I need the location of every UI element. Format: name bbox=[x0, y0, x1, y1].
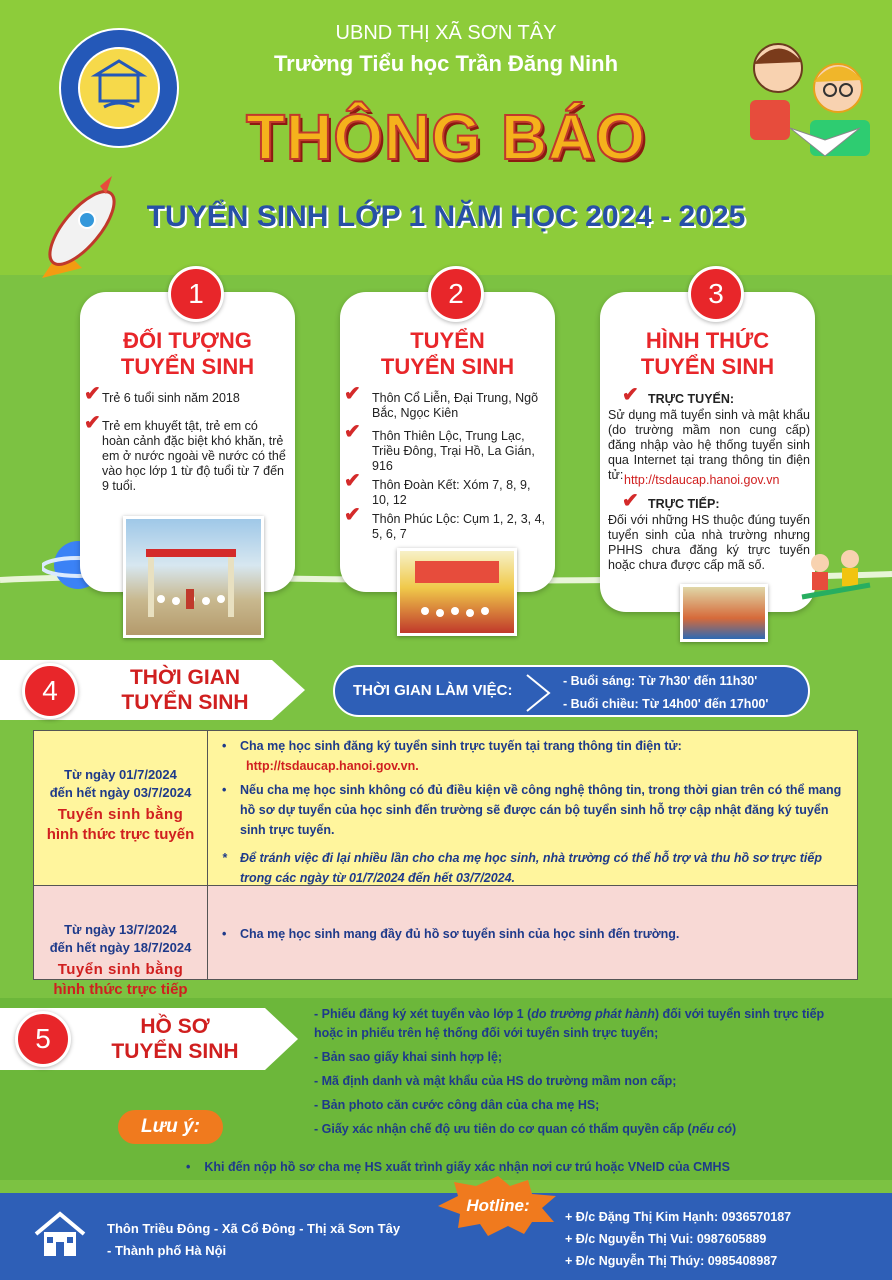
document-item: - Mã định danh và mật khẩu của HS do trường mầm non cấp; bbox=[314, 1074, 677, 1088]
kids-reading-illustration bbox=[730, 28, 880, 168]
bullet-item: • Nếu cha mẹ học sinh không có đủ điều kiện về công nghệ thông tin, trong thời gian trên có thể mang hồ sơ dự tuyển của học sinh đến trường sẽ được cán bộ tuyển sinh hỗ trợ cập nhật đăng ký tuyển sinh trực tuyến. bbox=[222, 783, 842, 837]
online-label: TRỰC TUYẾN: bbox=[648, 392, 735, 406]
section5-title bbox=[80, 1014, 270, 1064]
direct-text: Đối với những HS thuộc đúng tuyến tuyển sinh của nhà trường nhưng PHHS chưa đăng ký trực tuyến hoặc chưa được cấp mã số. bbox=[608, 513, 810, 572]
contact-item: + Đ/c Nguyễn Thị Vui: 0987605889 bbox=[565, 1232, 767, 1246]
home-icon bbox=[30, 1210, 90, 1260]
rocket-illustration bbox=[12, 168, 122, 293]
check-icon: ✔ bbox=[344, 421, 361, 443]
card-title-line2: TUYỂN SINH bbox=[640, 354, 775, 379]
title-line2: TUYỂN SINH bbox=[111, 1040, 239, 1063]
document-item: - Bản photo căn cước công dân của cha mẹ HS; bbox=[314, 1098, 600, 1112]
card-title-line1: HÌNH THỨC bbox=[645, 328, 770, 353]
date-start: Từ ngày 13/7/2024 bbox=[64, 922, 177, 937]
document-item: hoặc in phiếu trên hệ thống đối với tuyển sinh trực tuyến; bbox=[314, 1026, 659, 1040]
document-item bbox=[314, 1120, 874, 1139]
online-link[interactable]: http://tsdaucap.hanoi.gov.vn bbox=[624, 473, 780, 487]
contacts-list bbox=[565, 1206, 791, 1272]
footer-address-line1: Thôn Triều Đông - Xã Cổ Đông - Thị xã Sơn Tây bbox=[107, 1221, 401, 1236]
card-item: Trẻ 6 tuổi sinh năm 2018 bbox=[102, 391, 240, 405]
bullet-text: Nếu cha mẹ học sinh không có đủ điều kiện về công nghệ thông tin, trong thời gian trên có thể mang hồ sơ dự tuyển của học sinh đến trường sẽ được cán bộ tuyển sinh hỗ trợ cập nhật đăng ký tuyển sinh trực tuyến. bbox=[240, 783, 842, 837]
check-icon: ✔ bbox=[344, 470, 361, 492]
mode-line2: hình thức trực tiếp bbox=[53, 981, 188, 998]
hotline-label: Hotline: bbox=[466, 1196, 530, 1215]
check-icon: ✔ bbox=[344, 504, 361, 526]
check-icon: ✔ bbox=[622, 490, 639, 512]
card-title-line2: TUYỂN SINH bbox=[380, 354, 515, 379]
document-item: - Bản sao giấy khai sinh hợp lệ; bbox=[314, 1050, 503, 1064]
note-text: • Khi đến nộp hồ sơ cha mẹ HS xuất trình giấy xác nhận nơi cư trú hoặc VNeID của CMHS bbox=[186, 1160, 730, 1174]
card-enrollment-method bbox=[600, 292, 815, 612]
bullet-text: Cha mẹ học sinh đăng ký tuyển sinh trực tuyến tại trang thông tin điện tử: bbox=[240, 739, 682, 753]
school-activity-photo bbox=[680, 584, 768, 642]
bullet-item: • Cha mẹ học sinh đăng ký tuyển sinh trực tuyến tại trang thông tin điện tử: bbox=[222, 739, 682, 753]
section-number: 2 bbox=[428, 266, 484, 322]
doc-text: ) bbox=[732, 1122, 737, 1136]
footer-address-line2: - Thành phố Hà Nội bbox=[107, 1243, 227, 1258]
main-title: THÔNG BÁO bbox=[245, 101, 647, 173]
kids-illustration bbox=[800, 545, 872, 605]
check-icon: ✔ bbox=[622, 384, 639, 406]
mode-line1: Tuyển sinh bằng bbox=[57, 806, 184, 823]
card-enrollment-area bbox=[340, 292, 555, 592]
direct-label: TRỰC TIẾP: bbox=[648, 497, 720, 511]
date-start: Từ ngày 01/7/2024 bbox=[64, 767, 177, 782]
mode-line2: hình thức trực tuyến bbox=[46, 826, 195, 843]
date-end: đến hết ngày 18/7/2024 bbox=[49, 940, 192, 955]
school-gate-photo bbox=[123, 516, 264, 638]
title-line1: THỜI GIAN bbox=[129, 666, 241, 689]
card-item: Thôn Phúc Lộc: Cụm 1, 2, 3, 4, 5, 6, 7 bbox=[372, 512, 546, 541]
section-number: 3 bbox=[688, 266, 744, 322]
contact-item: + Đ/c Nguyễn Thị Thúy: 0985408987 bbox=[565, 1254, 778, 1268]
section-number: 5 bbox=[15, 1011, 71, 1067]
morning-hours: - Buổi sáng: Từ 7h30' đến 11h30' bbox=[563, 674, 758, 688]
doc-text: - Giấy xác nhận chế độ ưu tiên do cơ quan có thẩm quyền cấp ( bbox=[314, 1122, 692, 1136]
authority-name: UBND THỊ XÃ SƠN TÂY bbox=[335, 22, 557, 44]
bullet-text: Cha mẹ học sinh mang đầy đủ hồ sơ tuyển sinh của học sinh đến trường. bbox=[240, 927, 680, 941]
note-label: Lưu ý: bbox=[118, 1110, 223, 1144]
doc-text: - Phiếu đăng ký xét tuyển vào lớp 1 ( bbox=[314, 1007, 532, 1021]
afternoon-hours: - Buổi chiều: Từ 14h00' đến 17h00' bbox=[563, 697, 769, 711]
check-icon: ✔ bbox=[84, 383, 101, 405]
documents-list bbox=[314, 1005, 874, 1139]
section4-title bbox=[90, 665, 280, 715]
document-item bbox=[314, 1005, 874, 1024]
contact-item: + Đ/c Đặng Thị Kim Hạnh: 0936570187 bbox=[565, 1210, 792, 1224]
bullet-item: * Để tránh việc đi lại nhiều lần cho cha mẹ học sinh, nhà trường có thể hỗ trợ và thu hồ sơ trực tiếp trong các ngày từ 01/7/2024 đến hết 03/7/2024. bbox=[222, 851, 822, 885]
row1-dates bbox=[33, 767, 208, 843]
doc-text: ) đối với tuyển sinh trực tiếp bbox=[654, 1007, 825, 1021]
card-item: Thôn Cổ Liễn, Đại Trung, Ngõ Bắc, Ngọc Kiên bbox=[372, 391, 539, 420]
card-item: Thôn Thiên Lộc, Trung Lạc, Triều Đông, Trại Hồ, La Gián, 916 bbox=[372, 429, 535, 473]
row2-bullets bbox=[216, 924, 846, 944]
title-line1: HỒ SƠ bbox=[140, 1015, 210, 1038]
bullet-link[interactable]: http://tsdaucap.hanoi.gov.vn. bbox=[246, 759, 419, 773]
row1-bullets bbox=[216, 736, 846, 888]
doc-italic: do trường phát hành bbox=[531, 1007, 655, 1021]
row2-dates bbox=[33, 922, 208, 998]
bullet-text: Để tránh việc đi lại nhiều lần cho cha mẹ học sinh, nhà trường có thể hỗ trợ và thu hồ sơ trực tiếp trong các ngày từ 01/7/2024 đến hết 03/7/2024. bbox=[240, 851, 822, 885]
hotline-burst bbox=[436, 1176, 560, 1236]
working-hours-label: THỜI GIAN LÀM VIỆC: bbox=[353, 682, 513, 699]
school-name: Trường Tiểu học Trần Đăng Ninh bbox=[273, 51, 619, 76]
note-text-content: Khi đến nộp hồ sơ cha mẹ HS xuất trình giấy xác nhận nơi cư trú hoặc VNeID của CMHS bbox=[204, 1160, 730, 1174]
card-item: Trẻ em khuyết tật, trẻ em có hoàn cảnh đặc biệt khó khăn, trẻ em ở nước ngoài về nước có thể vào học lớp 1 từ độ tuổi từ 7 đến 9 tuổi. bbox=[102, 419, 286, 493]
online-text: Sử dụng mã tuyển sinh và mật khẩu (do trường mầm non cung cấp) đăng nhập vào hệ thống tuyển sinh qua Internet tại trang thông tin điện tử: bbox=[608, 408, 810, 482]
check-icon: ✔ bbox=[344, 383, 361, 405]
mode-line1: Tuyển sinh bằng bbox=[57, 961, 184, 978]
card-title-line1: ĐỐI TƯỢNG bbox=[123, 328, 252, 353]
card-title-line2: TUYỂN SINH bbox=[120, 354, 255, 379]
subtitle: TUYỂN SINH LỚP 1 NĂM HỌC 2024 - 2025 bbox=[146, 200, 746, 233]
bullet-item: • Cha mẹ học sinh mang đầy đủ hồ sơ tuyển sinh của học sinh đến trường. bbox=[222, 927, 680, 941]
title-line2: TUYỂN SINH bbox=[121, 691, 249, 714]
doc-italic: nếu có bbox=[691, 1122, 733, 1136]
card-title-line1: TUYỂN bbox=[410, 328, 485, 353]
date-end: đến hết ngày 03/7/2024 bbox=[49, 785, 192, 800]
card-item: Thôn Đoàn Kết: Xóm 7, 8, 9, 10, 12 bbox=[372, 478, 531, 507]
school-event-photo bbox=[397, 548, 517, 636]
brace-icon bbox=[523, 673, 553, 713]
schedule-table bbox=[33, 730, 858, 998]
section-number: 1 bbox=[168, 266, 224, 322]
check-icon: ✔ bbox=[84, 412, 101, 434]
section-number: 4 bbox=[22, 663, 78, 719]
working-hours-pill bbox=[333, 665, 810, 717]
